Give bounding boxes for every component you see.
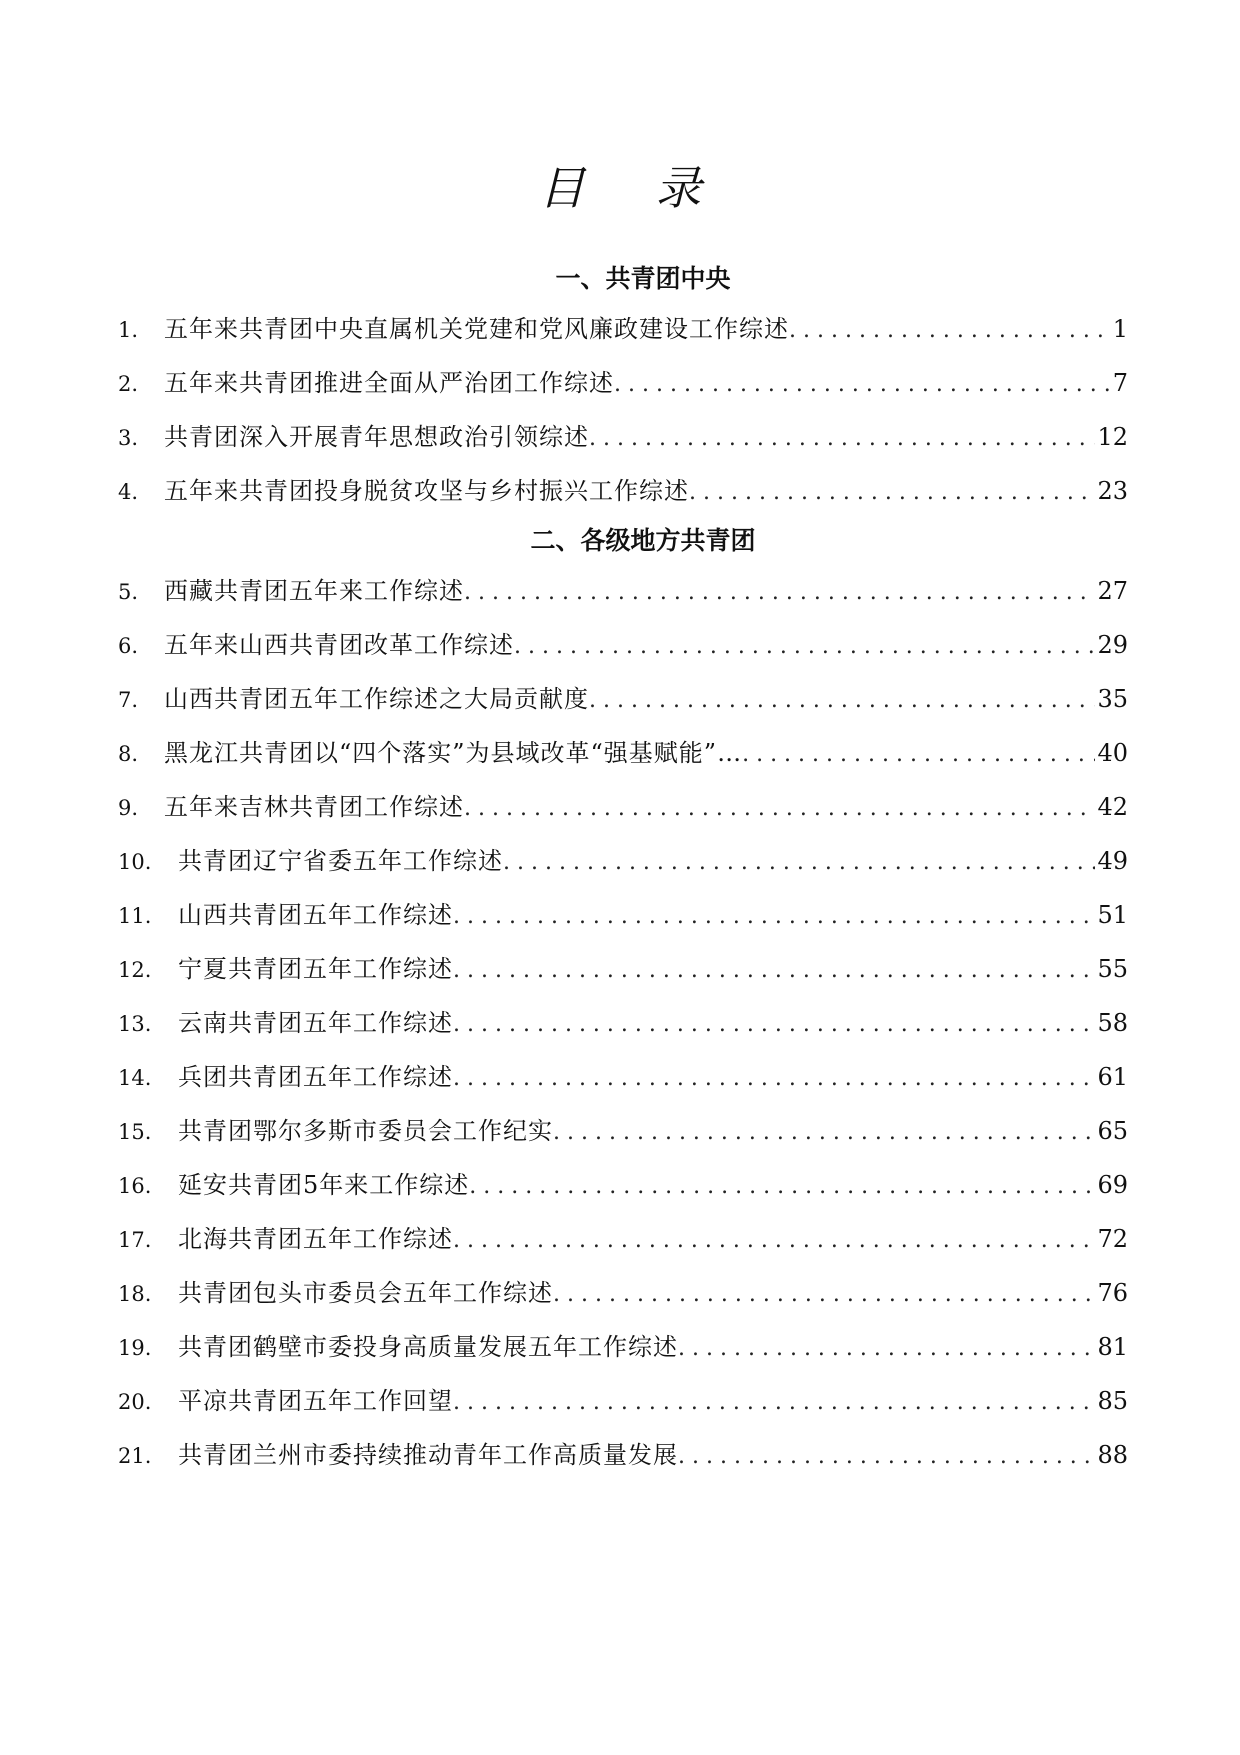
toc-entry[interactable] <box>118 1158 1128 1212</box>
toc-entry[interactable] <box>118 356 1128 410</box>
entry-title: 五年来吉林共青团工作综述 <box>164 793 464 821</box>
entry-number: 19. <box>118 1336 152 1360</box>
toc-entry[interactable] <box>118 1374 1128 1428</box>
entry-number: 20. <box>118 1390 152 1414</box>
toc-entry[interactable] <box>118 302 1128 356</box>
toc-entry[interactable] <box>118 672 1128 726</box>
entry-number: 14. <box>118 1066 152 1090</box>
entry-page-number: 51 <box>1097 901 1128 929</box>
entry-number: 8. <box>118 742 139 766</box>
entry-page-number: 85 <box>1097 1387 1128 1415</box>
entry-page-number: 65 <box>1097 1117 1128 1145</box>
entry-number: 5. <box>118 580 139 604</box>
entry-title: 西藏共青团五年来工作综述 <box>164 577 464 605</box>
toc-entry[interactable] <box>118 780 1128 834</box>
toc-entry[interactable] <box>118 410 1128 464</box>
entry-number: 6. <box>118 634 139 658</box>
section-heading-local: 二、各级地方共青团 <box>530 526 756 555</box>
page-title: 目 录 <box>538 161 730 215</box>
entry-number: 4. <box>118 480 139 504</box>
section-heading-central: 一、共青团中央 <box>555 264 731 293</box>
entry-title: 五年来山西共青团改革工作综述 <box>164 631 514 659</box>
dot-leader <box>453 944 1095 998</box>
dot-leader <box>553 1106 1095 1160</box>
entry-title: 宁夏共青团五年工作综述 <box>178 955 453 983</box>
entry-page-number: 1 <box>1112 315 1128 343</box>
toc-entry[interactable] <box>118 888 1128 942</box>
entry-number: 21. <box>118 1444 152 1468</box>
entry-number: 10. <box>118 850 152 874</box>
dot-leader <box>678 1430 1095 1484</box>
dot-leader <box>453 1052 1095 1106</box>
entry-title: 共青团辽宁省委五年工作综述 <box>178 847 503 875</box>
toc-entry[interactable] <box>118 464 1128 518</box>
dot-leader <box>453 998 1095 1052</box>
entry-title: 兵团共青团五年工作综述 <box>178 1063 453 1091</box>
dot-leader <box>589 674 1095 728</box>
entry-title: 共青团鹤壁市委投身高质量发展五年工作综述 <box>178 1333 678 1361</box>
entry-number: 1. <box>118 318 139 342</box>
entry-page-number: 76 <box>1097 1279 1128 1307</box>
entry-page-number: 55 <box>1097 955 1128 983</box>
entry-number: 9. <box>118 796 139 820</box>
toc-entry[interactable] <box>118 1050 1128 1104</box>
entry-title: 北海共青团五年工作综述 <box>178 1225 453 1253</box>
dot-leader <box>689 466 1095 520</box>
dot-leader <box>503 836 1095 890</box>
entry-page-number: 81 <box>1097 1333 1128 1361</box>
entry-title: 山西共青团五年工作综述之大局贡献度 <box>164 685 589 713</box>
entry-number: 16. <box>118 1174 152 1198</box>
toc-entry[interactable] <box>118 942 1128 996</box>
toc-entry[interactable] <box>118 726 1128 780</box>
entry-title: 共青团包头市委员会五年工作综述 <box>178 1279 553 1307</box>
dot-leader <box>678 1322 1095 1376</box>
entry-title: 云南共青团五年工作综述 <box>178 1009 453 1037</box>
entry-page-number: 69 <box>1097 1171 1128 1199</box>
toc-entry[interactable] <box>118 834 1128 888</box>
entry-page-number: 12 <box>1097 423 1128 451</box>
entry-page-number: 61 <box>1097 1063 1128 1091</box>
toc-entry[interactable] <box>118 1212 1128 1266</box>
entry-title: 五年来共青团推进全面从严治团工作综述 <box>164 369 614 397</box>
entry-number: 18. <box>118 1282 152 1306</box>
entry-page-number: 35 <box>1097 685 1128 713</box>
entry-number: 3. <box>118 426 139 450</box>
entry-page-number: 40 <box>1097 739 1128 767</box>
toc-entry[interactable] <box>118 1428 1128 1482</box>
dot-leader <box>453 1376 1095 1430</box>
dot-leader <box>614 358 1111 412</box>
dot-leader <box>469 1160 1095 1214</box>
entry-number: 11. <box>118 904 152 928</box>
entry-number: 7. <box>118 688 139 712</box>
table-of-contents <box>118 256 1128 1482</box>
entry-page-number: 58 <box>1097 1009 1128 1037</box>
entry-title: 平凉共青团五年工作回望 <box>178 1387 453 1415</box>
entry-page-number: 42 <box>1097 793 1128 821</box>
entry-page-number: 49 <box>1097 847 1128 875</box>
entry-page-number: 72 <box>1097 1225 1128 1253</box>
entry-number: 15. <box>118 1120 152 1144</box>
toc-entry[interactable] <box>118 618 1128 672</box>
entry-number: 2. <box>118 372 139 396</box>
entry-title: 山西共青团五年工作综述 <box>178 901 453 929</box>
entry-number: 13. <box>118 1012 152 1036</box>
entry-number: 12. <box>118 958 152 982</box>
entry-page-number: 88 <box>1097 1441 1128 1469</box>
entry-page-number: 23 <box>1097 477 1128 505</box>
entry-title: 五年来共青团投身脱贫攻坚与乡村振兴工作综述 <box>164 477 689 505</box>
entry-title: 共青团深入开展青年思想政治引领综述 <box>164 423 589 451</box>
entry-page-number: 7 <box>1112 369 1128 397</box>
entry-number: 17. <box>118 1228 152 1252</box>
dot-leader <box>453 1214 1095 1268</box>
entry-title: 五年来共青团中央直属机关党建和党风廉政建设工作综述 <box>164 315 789 343</box>
dot-leader <box>789 304 1111 358</box>
dot-leader <box>742 728 1095 782</box>
dot-leader <box>553 1268 1095 1322</box>
entry-page-number: 29 <box>1097 631 1128 659</box>
toc-entry[interactable] <box>118 564 1128 618</box>
dot-leader <box>514 620 1095 674</box>
entry-title: 延安共青团5年来工作综述 <box>178 1171 470 1199</box>
dot-leader <box>589 412 1095 466</box>
entry-page-number: 27 <box>1097 577 1128 605</box>
toc-entry[interactable] <box>118 1104 1128 1158</box>
toc-entry[interactable] <box>118 1266 1128 1320</box>
toc-entry[interactable] <box>118 996 1128 1050</box>
entry-title: 黑龙江共青团以“四个落实”为县域改革“强基赋能”… <box>164 739 743 767</box>
dot-leader <box>453 890 1095 944</box>
entry-title: 共青团兰州市委持续推动青年工作高质量发展 <box>178 1441 678 1469</box>
dot-leader <box>464 782 1095 836</box>
toc-entry[interactable] <box>118 1320 1128 1374</box>
dot-leader <box>464 566 1095 620</box>
entry-title: 共青团鄂尔多斯市委员会工作纪实 <box>178 1117 553 1145</box>
